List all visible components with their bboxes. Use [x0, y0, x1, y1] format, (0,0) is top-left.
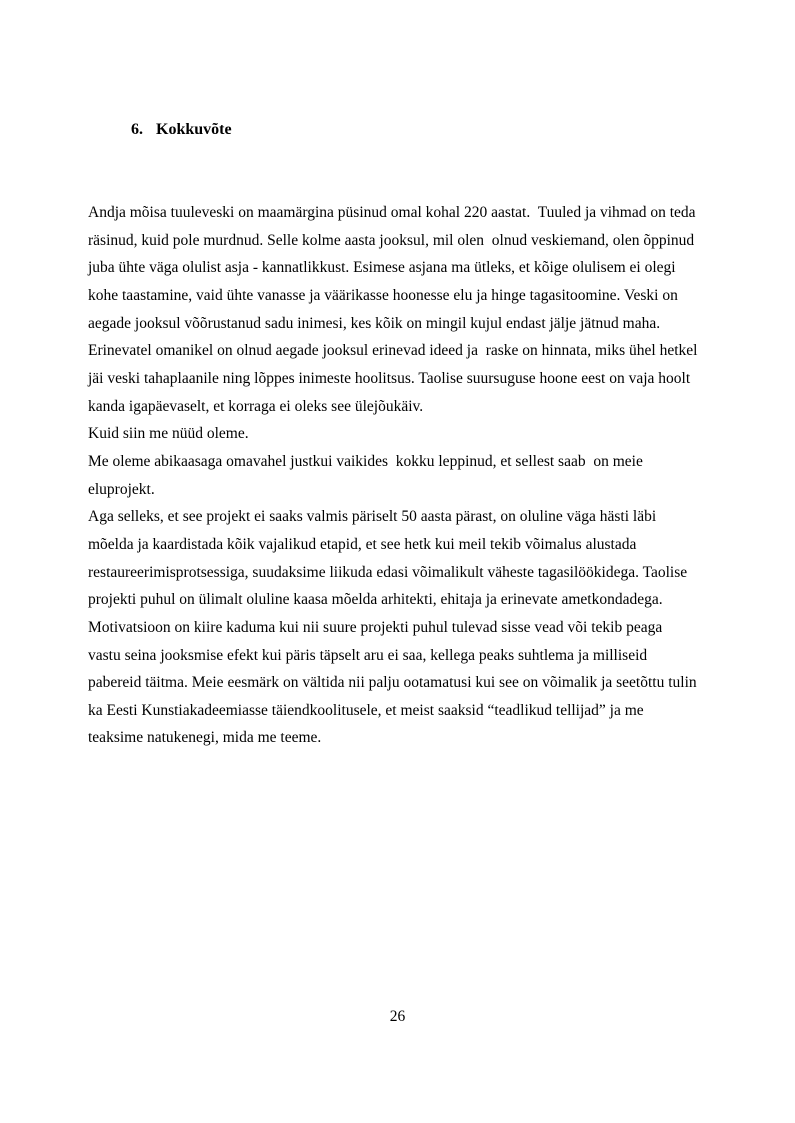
section-heading [107, 100, 718, 160]
paragraph [88, 199, 718, 752]
text-line: pabereid täitma. Meie eesmärk on vältida nii palju ootamatusi kui see on võimalik ja seetõttu tulin [88, 674, 697, 692]
text-line: Andja mõisa tuuleveski on maamärgina püsinud omal kohal 220 aastat. Tuuled ja vihmad on teda [88, 204, 696, 221]
section-title: Kokkuvõte [156, 121, 232, 138]
text-line: ka Eesti Kunstiakadeemiasse täiendkoolitusele, et meist saaksid “teadlikud tellijad” ja me [88, 701, 644, 719]
text-line: Me oleme abikaasaga omavahel justkui vaikides kokku leppinud, et sellest saab on meie [88, 452, 643, 470]
text-line: vastu seina jooksmise efekt kui päris täpselt aru ei saa, kellega peaks suhtlema ja milliseid [88, 646, 648, 664]
text-line: Aga selleks, et see projekt ei saaks valmis päriselt 50 aasta pärast, on oluline väga hästi läbi [88, 508, 657, 526]
text-line: räsinud, kuid pole murdnud. Selle kolme aasta jooksul, mil olen olnud veskiemand, olen õppinud [88, 231, 695, 249]
text-line: juba ühte väga olulist asja - kannatlikkust. Esimese asjana ma ütleks, et kõige olulisem ei olegi [88, 259, 676, 277]
text-line: kanda igapäevaselt, et korraga ei oleks see ülejõukäiv. [88, 397, 424, 415]
text-line: kohe taastamine, vaid ühte vanasse ja väärikasse hoonesse elu ja hinge tagasitoomine. Veski on [88, 286, 678, 304]
text-line: Motivatsioon on kiire kaduma kui nii suure projekti puhul tulevad sisse vead või tekib peaga [88, 618, 663, 636]
text-line: projekti puhul on ülimalt oluline kaasa mõelda arhitekti, ehitaja ja erinevate ametkondadega. [88, 591, 663, 609]
text-line: Erinevatel omanikel on olnud aegade jooksul erinevad ideed ja raske on hinnata, miks ühel hetkel [88, 342, 698, 360]
text-line: teaksime natukenegi, mida me teeme. [88, 729, 322, 747]
document-content [88, 100, 718, 752]
text-line: jäi veski tahaplaanile ning lõppes inimeste hoolitsus. Taolise suursuguse hoone eest on vaja hoolt [88, 369, 691, 387]
text-line: aegade jooksul võõrustanud sadu inimesi, kes kõik on mingil kujul endast jälje jätnud maha. [88, 314, 661, 332]
text-line: eluprojekt. [88, 480, 155, 498]
text-line: Kuid siin me nüüd oleme. [88, 425, 249, 443]
text-line: mõelda ja kaardistada kõik vajalikud etapid, et see hetk kui meil tekib võimalus alustada [88, 535, 637, 553]
text-line: restaureerimisprotsessiga, suudaksime liikuda edasi võimalikult väheste tagasilöökidega. Taolise [88, 563, 688, 581]
page-number: 26 [389, 1008, 406, 1025]
section-number: 6. [131, 121, 143, 138]
